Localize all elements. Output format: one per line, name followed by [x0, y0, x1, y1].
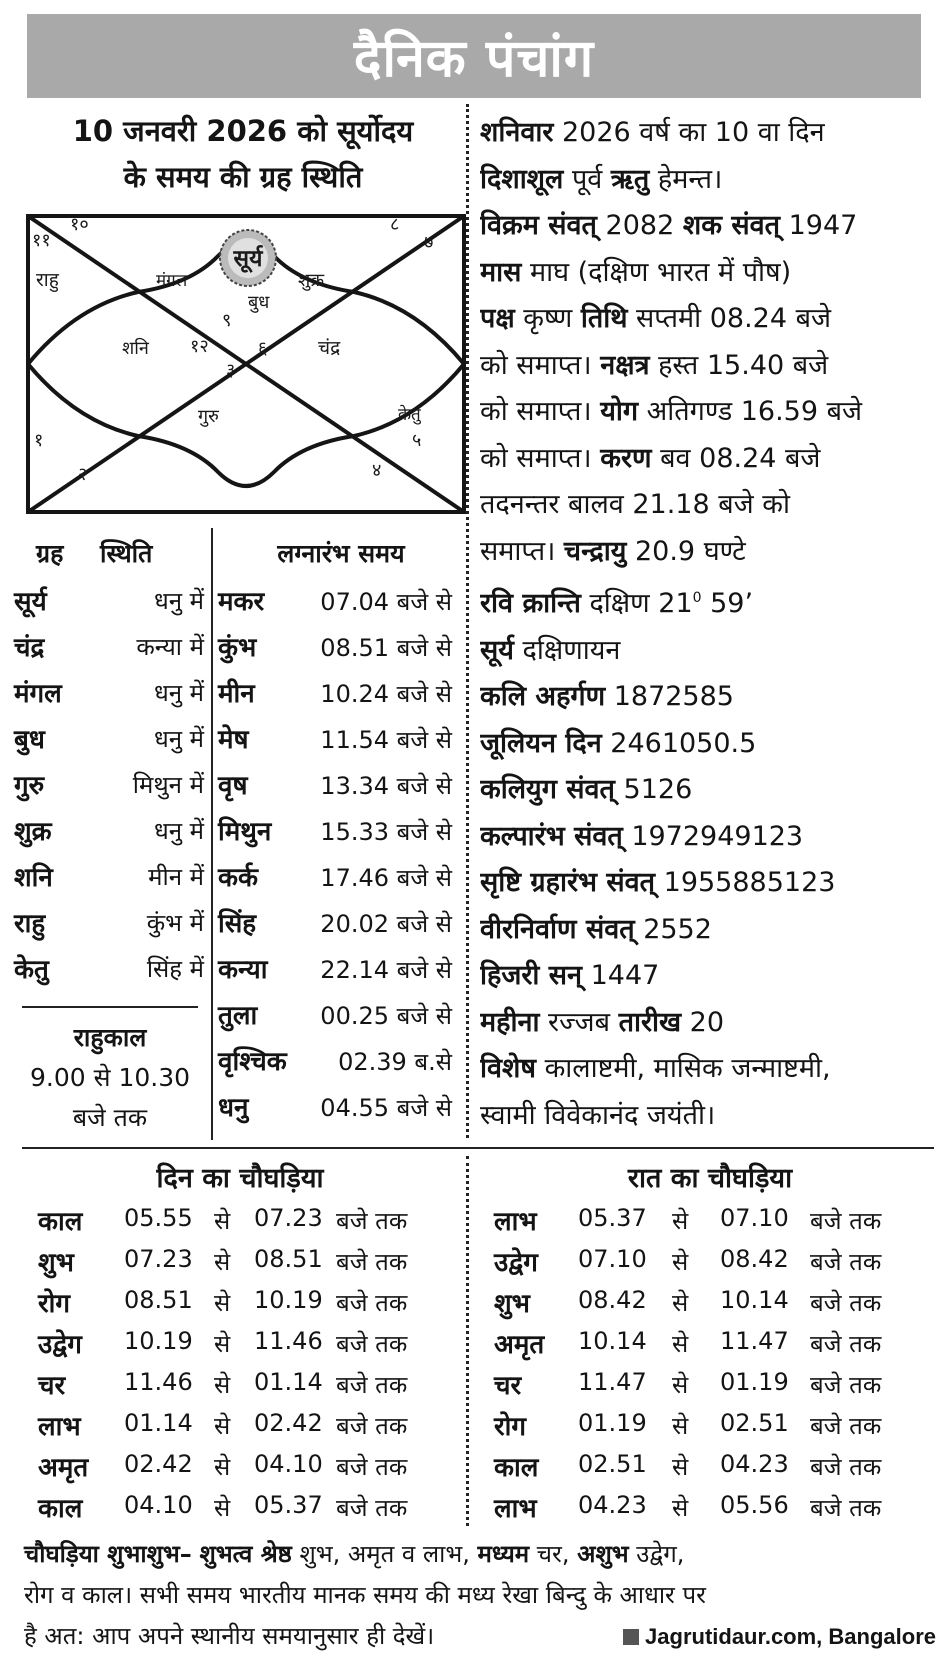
day-choghadiya-row: अमृत 02.42 से 04.10 बजे तक	[38, 1450, 408, 1483]
chart-heading-line1: 10 जनवरी 2026 को सूर्योदय	[72, 114, 414, 148]
chart-heading	[22, 108, 464, 200]
lagna-row: कुंभ 08.51 बजे से	[218, 633, 452, 663]
night-choghadiya-row: शुभ 08.42 से 10.14 बजे तक	[494, 1286, 882, 1319]
panchang-line: मास माघ (दक्षिण भारत में पौष)	[480, 256, 792, 288]
panchang-line: जूलियन दिन 2461050.5	[480, 727, 757, 759]
house-number: ४	[372, 460, 382, 481]
night-choghadiya-row: रोग 01.19 से 02.51 बजे तक	[494, 1409, 882, 1442]
planet-surya: सूर्य	[233, 246, 263, 272]
panchang-line: दिशाशूल पूर्व ऋतु हेमन्त।	[480, 163, 723, 195]
planet-rahu: राहु	[36, 269, 59, 291]
panchang-line: को समाप्त। योग अतिगण्ड 16.59 बजे	[480, 396, 863, 427]
kundli-curve	[28, 364, 138, 436]
house-number: २	[78, 464, 88, 485]
planet-budh: बुध	[248, 292, 270, 313]
rahukaal-suffix: बजे तक	[72, 1103, 148, 1132]
graha-row: शनि मीन में	[14, 863, 204, 893]
brand-credit: Jagrutidaur.com, Bangalore	[623, 1616, 936, 1657]
day-choghadiya-row: काल 04.10 से 05.37 बजे तक	[38, 1491, 408, 1524]
page-title: दैनिक पंचांग	[353, 28, 595, 89]
graha-header-col2: स्थिति	[100, 539, 153, 568]
day-choghadiya-row: चर 11.46 से 01.14 बजे तक	[38, 1368, 408, 1401]
lagna-row: तुला 00.25 बजे से	[218, 1001, 452, 1031]
choghadiya-divider	[466, 1156, 469, 1526]
house-number: १०	[70, 214, 89, 235]
panchang-line: वीरनिर्वाण संवत् 2552	[480, 913, 712, 945]
inner-column-divider	[211, 528, 213, 1140]
kundli-chart	[26, 214, 466, 514]
panchang-line: स्वामी विवेकानंद जयंती।	[480, 1099, 716, 1131]
panchang-line: शनिवार 2026 वर्ष का 10 वा दिन	[480, 117, 825, 148]
panchang-line: समाप्त। चन्द्रायु 20.9 घण्टे	[480, 535, 746, 567]
planet-mangal: मंगल	[156, 271, 188, 291]
lagna-row: मिथुन 15.33 बजे से	[218, 817, 452, 847]
day-choghadiya-row: लाभ 01.14 से 02.42 बजे तक	[38, 1409, 408, 1442]
panchang-line: तदनन्तर बालव 21.18 बजे को	[480, 489, 790, 520]
day-choghadiya-row: रोग 08.51 से 10.19 बजे तक	[38, 1286, 408, 1319]
house-number: ६	[258, 338, 268, 359]
lagna-row: वृश्चिक 02.39 ब.से	[218, 1047, 452, 1077]
lagna-row: सिंह 20.02 बजे से	[218, 909, 452, 939]
planet-chandra: चंद्र	[318, 337, 341, 359]
panchang-details	[480, 110, 934, 1139]
lagna-row: कन्या 22.14 बजे से	[218, 955, 452, 985]
lagna-row: मेष 11.54 बजे से	[218, 725, 452, 755]
panchang-line: विक्रम संवत् 2082 शक संवत् 1947	[480, 210, 858, 241]
night-choghadiya-row: लाभ 04.23 से 05.56 बजे तक	[494, 1491, 882, 1524]
graha-row: मंगल धनु में	[14, 679, 204, 709]
house-number: ९	[222, 310, 232, 331]
lagna-row: कर्क 17.46 बजे से	[218, 863, 452, 893]
lagna-row: वृष 13.34 बजे से	[218, 771, 452, 801]
house-number: १२	[190, 336, 209, 357]
square-bullet-icon	[623, 1629, 639, 1645]
lagna-row: मकर 07.04 बजे से	[218, 587, 452, 617]
night-choghadiya-row: उद्वेग 07.10 से 08.42 बजे तक	[494, 1245, 882, 1278]
lagna-header: लग्नारंभ समय	[277, 539, 405, 568]
section-divider	[22, 1147, 934, 1149]
panchang-line: कलियुग संवत् 5126	[480, 774, 693, 805]
panchang-line: हिजरी सन् 1447	[480, 960, 660, 991]
lagna-row: धनु 04.55 बजे से	[218, 1093, 452, 1123]
panchang-line: पक्ष कृष्ण तिथि सप्तमी 08.24 बजे	[480, 303, 832, 334]
graha-row: बुध धनु में	[14, 725, 204, 755]
panchang-line: रवि क्रान्ति दक्षिण $21^0$ 59’	[480, 588, 754, 619]
panchang-line: सृष्टि ग्रहारंभ संवत् 1955885123	[480, 867, 836, 898]
day-choghadiya-row: उद्वेग 10.19 से 11.46 बजे तक	[38, 1327, 408, 1360]
planet-shukra: शुक्र	[298, 270, 325, 291]
night-choghadiya-title: रात का चौघड़िया	[627, 1163, 793, 1194]
footer-line3: है अत: आप अपने स्थानीय समयानुसार ही देखें। Jagrutidaur.com, Bangalore	[24, 1616, 936, 1657]
kundli-curve	[354, 292, 464, 364]
footer-line2: रोग व काल। सभी समय भारतीय मानक समय की मध्य रेखा बिन्दु के आधार पर	[24, 1581, 706, 1609]
day-choghadiya-row: काल 05.55 से 07.23 बजे तक	[38, 1204, 408, 1237]
planet-ketu: केतु	[398, 405, 421, 425]
panchang-line: को समाप्त। नक्षत्र हस्त 15.40 बजे	[480, 349, 829, 381]
rahukaal-divider	[22, 1006, 198, 1008]
graha-header-col1: ग्रह	[36, 539, 64, 568]
graha-row: शुक्र धनु में	[14, 817, 204, 847]
house-number: १	[34, 430, 44, 451]
footer-note	[24, 1534, 936, 1657]
lagna-row: मीन 10.24 बजे से	[218, 679, 452, 709]
night-choghadiya-row: काल 02.51 से 04.23 बजे तक	[494, 1450, 882, 1483]
night-choghadiya-row: लाभ 05.37 से 07.10 बजे तक	[494, 1204, 882, 1237]
house-number: ३	[226, 360, 236, 381]
rahukaal-box	[16, 1018, 204, 1138]
day-choghadiya-row: शुभ 07.23 से 08.51 बजे तक	[38, 1245, 408, 1278]
chart-heading-line2: के समय की ग्रह स्थिति	[123, 160, 363, 194]
graha-row: चंद्र कन्या में	[14, 633, 204, 663]
house-number: ७	[424, 232, 434, 253]
panchang-line: कल्पारंभ संवत् 1972949123	[480, 820, 804, 852]
column-divider	[466, 104, 469, 1138]
footer-line1: चौघड़िया शुभाशुभ– शुभत्व श्रेष्ठ शुभ, अमृत व लाभ, मध्यम चर, अशुभ उद्वेग,	[24, 1540, 685, 1568]
title-banner	[27, 14, 921, 98]
panchang-line: महीना रज्जब तारीख 20	[480, 1006, 725, 1038]
rahukaal-title: राहुकाल	[73, 1023, 147, 1052]
kundli-curve	[354, 364, 464, 436]
kundli-curve	[138, 436, 354, 486]
house-number: ८	[390, 214, 400, 235]
panchang-line: सूर्य दक्षिणायन	[480, 634, 621, 666]
panchang-line: को समाप्त। करण बव 08.24 बजे	[480, 442, 821, 474]
day-choghadiya-title: दिन का चौघड़िया	[156, 1163, 324, 1194]
night-choghadiya-row: अमृत 10.14 से 11.47 बजे तक	[494, 1327, 882, 1360]
graha-row: केतु सिंह में	[14, 955, 204, 985]
panchang-line: विशेष कालाष्टमी, मासिक जन्माष्टमी,	[480, 1053, 831, 1084]
graha-row: सूर्य धनु में	[14, 587, 204, 617]
planet-guru: गुरु	[198, 406, 219, 427]
rahukaal-time: 9.00 से 10.30	[29, 1063, 191, 1092]
planet-shani: शनि	[122, 338, 149, 359]
house-number: ५	[412, 430, 422, 451]
panchang-line: कलि अहर्गण 1872585	[480, 681, 734, 712]
house-number: ११	[32, 230, 51, 251]
graha-row: गुरु मिथुन में	[14, 771, 204, 801]
night-choghadiya-row: चर 11.47 से 01.19 बजे तक	[494, 1368, 882, 1401]
graha-row: राहु कुंभ में	[14, 909, 204, 939]
